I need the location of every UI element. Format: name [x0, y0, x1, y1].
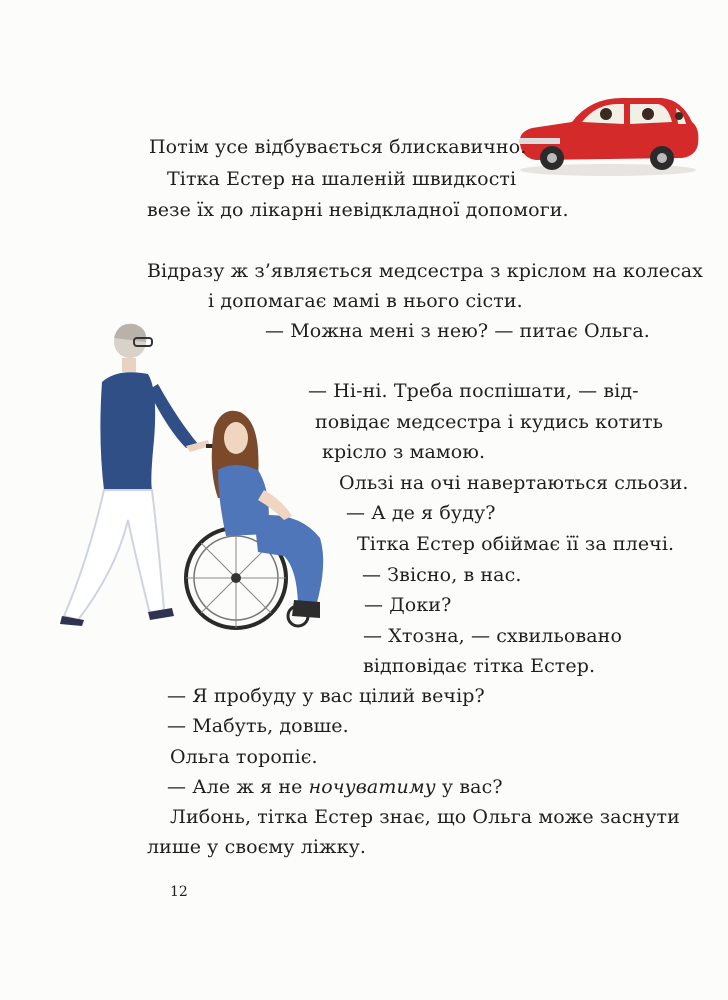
text-line-17: — Я пробуду у вас цілий вечір? [167, 685, 485, 707]
text-line-20-end: у вас? [435, 776, 503, 798]
text-line-12: Тітка Естер обіймає її за плечі. [357, 533, 675, 555]
text-line-20-italic: ночуватиму [308, 776, 436, 798]
text-line-5: і допомагає мамі в нього сісти. [208, 290, 523, 312]
text-line-14: — Доки? [364, 594, 452, 616]
nurse-wheelchair-illustration [58, 320, 330, 638]
text-line-20 [167, 775, 503, 799]
text-line-19: Ольга торопіє. [170, 746, 318, 768]
text-line-9: крісло з мамою. [322, 441, 486, 463]
text-line-10: Ользі на очі навертаються сльози. [339, 472, 689, 494]
red-car-illustration [512, 92, 704, 180]
text-line-8: повідає медсестра і кудись котить [315, 411, 664, 433]
text-line-7: — Ні-ні. Треба поспішати, — від- [308, 380, 639, 402]
text-line-3: везе їх до лікарні невідкладної допомоги. [147, 199, 569, 221]
text-line-4: Відразу ж з’являється медсестра з кріслом на колесах [147, 260, 703, 282]
text-line-22: лише у своєму ліжку. [147, 836, 367, 858]
text-line-11: — А де я буду? [346, 502, 496, 524]
text-line-6: — Можна мені з нею? — питає Ольга. [265, 320, 650, 342]
page-number: 12 [170, 884, 188, 900]
text-line-20-start: — Але ж я не [167, 776, 309, 798]
text-line-2: Тітка Естер на шаленій швидкості [167, 168, 517, 190]
text-line-1: Потім усе відбувається блискавично. [149, 136, 527, 158]
text-line-15: — Хтозна, — схвильовано [363, 625, 622, 647]
text-line-13: — Звісно, в нас. [362, 564, 522, 586]
text-line-18: — Мабуть, довше. [167, 715, 349, 737]
text-line-16: відповідає тітка Естер. [363, 655, 596, 677]
text-line-21: Либонь, тітка Естер знає, що Ольга може заснути [170, 806, 680, 828]
